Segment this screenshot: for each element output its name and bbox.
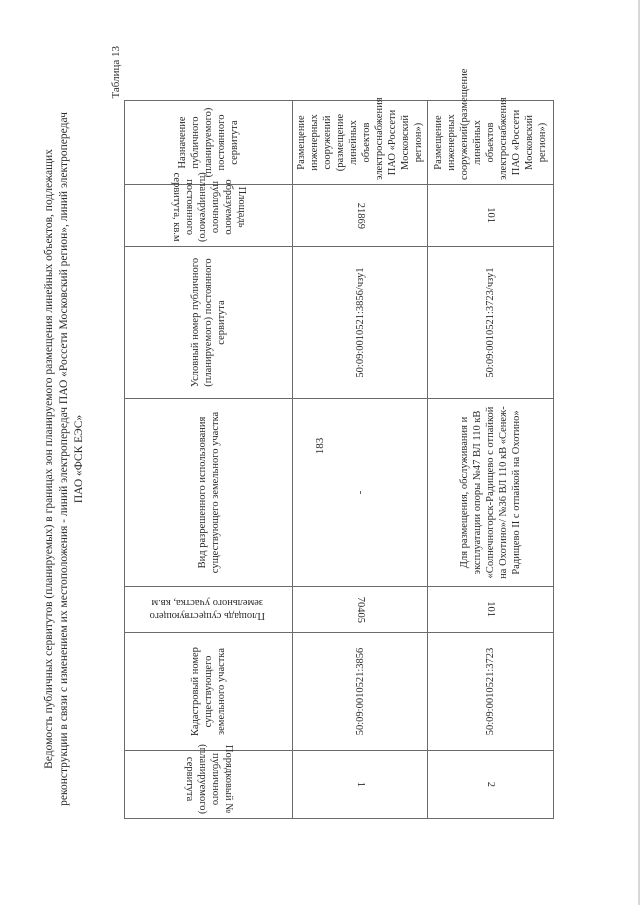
table-caption: [42, 99, 87, 819]
cell-plot-area: 101: [428, 587, 554, 633]
header-conditional-number: Условный номер публичного (планируемого) постоянного сервитута: [125, 247, 293, 399]
header-purpose: Назначение публичного (планируемого) постоянного сервитута: [125, 101, 293, 185]
header-serial-number: Порядковый № публичного (планируемого) сервитута: [125, 751, 293, 819]
cell-servitude-area: 21869: [293, 185, 428, 247]
header-plot-area: [125, 587, 293, 633]
header-servitude-area-text: Площадь образуемого публичного (планируемого) постоянного сервитута, кв.м: [170, 172, 247, 243]
table-row: [428, 101, 554, 819]
header-permitted-use: Вид разрешенного использования существующего земельного участка: [125, 399, 293, 587]
servitude-table: [124, 68, 554, 819]
caption-line-3: ПАО «ФСК ЕЭС»: [73, 414, 85, 504]
cell-conditional-number: 50:09:0010521:3856/чзу1: [293, 247, 428, 399]
cell-conditional-number: 50:09:0010521:3723/чзу1: [428, 247, 554, 399]
cell-plot-area: 70405: [293, 587, 428, 633]
cell-cadastral-number: 50:09:0010521:3723: [428, 633, 554, 751]
cell-serial-number: 2: [428, 751, 554, 819]
cell-purpose: Размещение инженерных сооружений (размещение линейных объектов электроснабжения ПАО «Россети Московский регион»): [293, 101, 428, 185]
cell-servitude-area: 101: [428, 185, 554, 247]
caption-line-1: Ведомость публичных сервитутов (планируемых) в границах зон планируемого размещения линейных объектов, подлежащих: [43, 149, 55, 769]
cell-serial-number: 1: [293, 751, 428, 819]
table-row: [293, 101, 428, 819]
table-label: Таблица 13: [110, 46, 122, 99]
cell-permitted-use: Для размещения, обслуживания и эксплуатации опоры №47 ВЛ 110 кВ «Солнечногорск-Радищево с отпайкой на Охотино»/ №36 ВЛ 110 кВ «Сенеж-Радищево II с отпайкой на Охотино»: [428, 399, 554, 587]
caption-line-2: реконструкции в связи с изменением их местоположения - линий электропередач ПАО «Россети Московский регион», линий электропередач: [58, 112, 70, 806]
cell-permitted-use: -: [293, 399, 428, 587]
table-header-row: [125, 101, 293, 819]
header-plot-area-text: Площадь существующего земельного участка, кв.м: [148, 597, 265, 622]
header-cadastral-number: Кадастровый номер существующего земельного участка: [125, 633, 293, 751]
cell-purpose: Размещение инженерных сооружений(размещение линейных объектов электроснабжения ПАО «Россети Московский регион»): [428, 101, 554, 185]
cell-cadastral-number: 50:09:0010521:3856: [293, 633, 428, 751]
header-servitude-area: [125, 172, 293, 247]
page-number: 183: [314, 437, 326, 455]
